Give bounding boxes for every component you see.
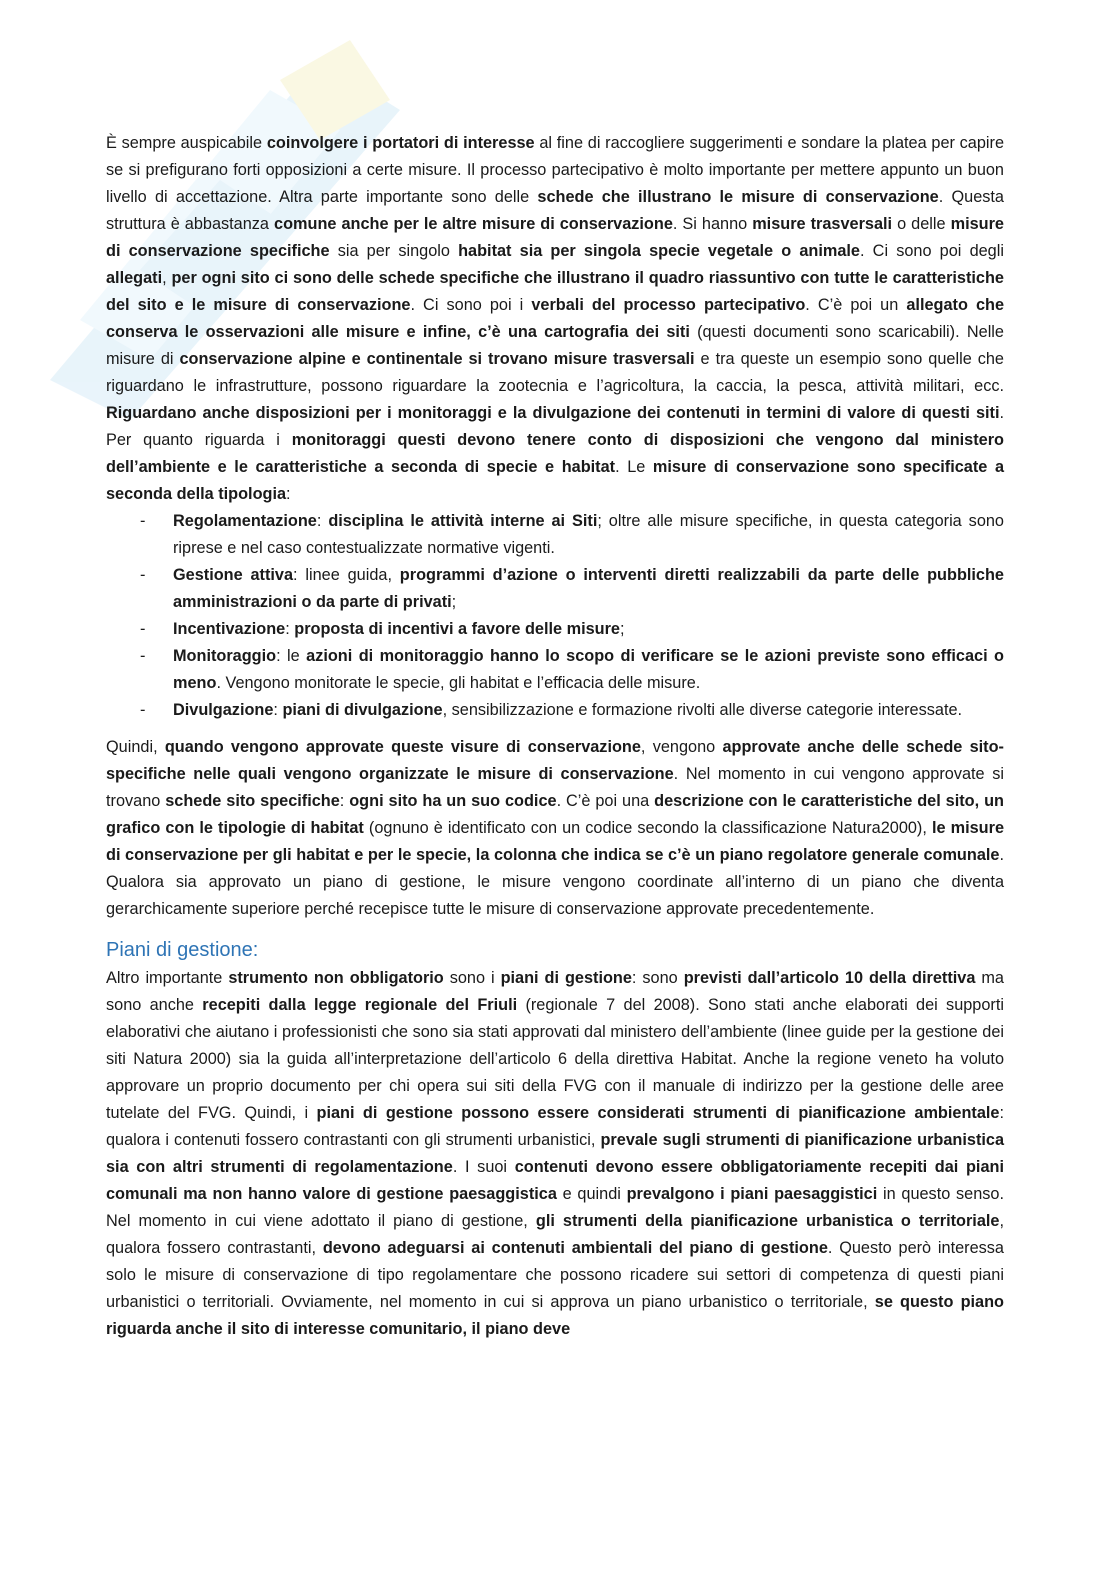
text-run: , sensibilizzazione e formazione rivolti alle diverse categorie interessate. [442, 701, 963, 719]
bold-text-run: recepiti dalla legge regionale del Friuli [202, 996, 518, 1014]
bold-text-run: Gestione attiva [173, 566, 294, 584]
text-run: sono i [443, 969, 501, 987]
text-run: . Vengono monitorate le specie, gli habitat e l’efficacia delle misure. [216, 674, 701, 692]
bold-text-run: allegato che conserva le osservazioni alle misure e infine, c’è una cartografia dei siti [106, 296, 1005, 341]
text-run: . C’è poi una [556, 792, 655, 810]
dash-bullet: - [140, 566, 146, 584]
bold-text-run: le misure di conservazione per gli habitat e per le specie, la colonna che indica se c’è un piano regolatore generale comunale [106, 819, 1004, 864]
text-run: al fine di raccogliere suggerimenti e sondare la platea per capire se si prefigurano forti opposizioni a certe misure. Il processo partecipativo è molto importante per mettere appunto un buon livello di accettazione. Altra parte importante sono delle [106, 134, 1005, 206]
text-run: : sono [631, 969, 684, 987]
text-run: . Nel momento in cui vengono approvate si trovano [106, 765, 1004, 810]
bold-text-run: Divulgazione [173, 701, 274, 719]
bold-text-run: habitat sia per singola specie vegetale o animale [458, 242, 860, 260]
text-run: . Ci sono poi i [410, 296, 532, 314]
dash-bullet: - [140, 647, 146, 665]
bold-text-run: verbali del processo partecipativo [531, 296, 806, 314]
bold-text-run: comune anche per le altre misure di conservazione [274, 215, 673, 233]
bold-text-run: disciplina le attività interne ai Siti [328, 512, 598, 530]
text-run: , [162, 269, 172, 287]
text-run: : [316, 512, 329, 530]
text-run: . Le [615, 458, 653, 476]
bold-text-run: ogni sito ha un suo codice [349, 792, 557, 810]
text-run: (questi documenti sono scaricabili). Nelle misure di [106, 323, 1004, 368]
text-run: : [339, 792, 350, 810]
text-run: Altro importante [106, 969, 229, 987]
text-run: . Questo però interessa solo le misure di conservazione di tipo regolamentare che possono ricadere sui settori di competenza di questi piani urbanistici o territoriali. Ovviamente, nel momento in cui si approva un piano urbanistico o territoriale, [106, 1239, 1004, 1311]
text-run: , qualora fossero contrastanti, [106, 1212, 1004, 1257]
text-run: ma sono anche [106, 969, 1004, 1014]
text-run: . Questa struttura è abbastanza [106, 188, 1004, 233]
bold-text-run: conservazione alpine e continentale si trovano misure trasversali [179, 350, 695, 368]
bold-text-run: proposta di incentivi a favore delle misure [294, 620, 620, 638]
bold-text-run: previsti dall’articolo 10 della direttiva [683, 969, 976, 987]
paragraph-site-sheets [106, 734, 1004, 923]
text-run: . Qualora sia approvato un piano di gestione, le misure vengono coordinate all’interno di un piano che diventa gerarchicamente superiore perché recepisce tutte le misure di conservazione approvate precedentemente. [106, 846, 1004, 918]
text-run: : linee guida, [293, 566, 400, 584]
bold-text-run: schede che illustrano le misure di conservazione [537, 188, 939, 206]
document-page [106, 130, 1004, 1343]
dash-bullet: - [140, 620, 146, 638]
bold-text-run: monitoraggi questi devono tenere conto di disposizioni che vengono dal ministero dell’ambiente e le caratteristiche a seconda di specie e habitat [106, 431, 1004, 476]
bold-text-run: schede sito specifiche [165, 792, 340, 810]
text-run: : [286, 485, 291, 503]
text-run: . Ci sono poi degli [860, 242, 1004, 260]
list-item [106, 697, 1004, 724]
bold-text-run: Monitoraggio [173, 647, 277, 665]
paragraph-management-plans [106, 965, 1004, 1343]
section-heading: Piani di gestione: [106, 939, 259, 961]
bold-text-run: per ogni sito ci sono delle schede specifiche che illustrano il quadro riassuntivo con tutte le caratteristiche del sito e le misure di conservazione [106, 269, 1004, 314]
bold-text-run: allegati [106, 269, 163, 287]
bold-text-run: piani di gestione possono essere considerati strumenti di pianificazione ambientale [316, 1104, 1000, 1122]
text-run: : [273, 701, 283, 719]
bold-text-run: misure di conservazione specifiche [106, 215, 1004, 260]
list-item [106, 508, 1004, 562]
bold-text-run: prevalgono i piani paesaggistici [626, 1185, 878, 1203]
bold-text-run: approvate anche delle schede sito-specifiche nelle quali vengono organizzate le misure di conservazione [106, 738, 1004, 783]
text-run: : [285, 620, 295, 638]
text-run: . I suoi [452, 1158, 515, 1176]
text-run: e quindi [556, 1185, 627, 1203]
bold-text-run: coinvolgere i portatori di interesse [266, 134, 535, 152]
bold-text-run: descrizione con le caratteristiche del sito, un grafico con le tipologie di habitat [106, 792, 1004, 837]
bold-text-run: piani di gestione [500, 969, 632, 987]
bold-text-run: piani di divulgazione [282, 701, 443, 719]
bold-text-run: misure di conservazione sono specificate a seconda della tipologia [106, 458, 1004, 503]
bold-text-run: gli strumenti della pianificazione urbanistica o territoriale [535, 1212, 1000, 1230]
bold-text-run: Riguardano anche disposizioni per i monitoraggi e la divulgazione dei contenuti in termini di valore di questi siti [106, 404, 1000, 422]
text-run: Quindi, [106, 738, 165, 756]
text-run: ; [451, 593, 457, 611]
text-run: , vengono [640, 738, 723, 756]
text-run: : qualora i contenuti fossero contrastanti con gli strumenti urbanistici, [106, 1104, 1004, 1149]
bold-text-run: devono adeguarsi ai contenuti ambientali del piano di gestione [322, 1239, 828, 1257]
text-run: : le [276, 647, 307, 665]
text-run: (regionale 7 del 2008). Sono stati anche elaborati dei supporti elaborativi che aiutano i professionisti che sono sia stati approvati dal ministero dell’ambiente (linee guide per la gestione dei siti Natura 2000) sia la guida all’interpretazione dell’articolo 6 della direttiva Habitat. Anche la regione veneto ha voluto approvare un proprio documento per chi opera sui siti della FVG con il manuale di indirizzo per la gestione delle aree tutelate del FVG. Quindi, i [106, 996, 1004, 1122]
text-run: . Si hanno [672, 215, 753, 233]
bold-text-run: strumento non obbligatorio [228, 969, 444, 987]
text-run: ; [620, 620, 625, 638]
bold-text-run: Incentivazione [173, 620, 286, 638]
bold-text-run: azioni di monitoraggio hanno lo scopo di verificare se le azioni previste sono efficaci o meno [173, 647, 1004, 692]
bold-text-run: contenuti devono essere obbligatoriamente recepiti dai piani comunali ma non hanno valore di gestione paesaggistica [106, 1158, 1004, 1203]
bold-text-run: misure trasversali [752, 215, 893, 233]
text-run: sia per singolo [329, 242, 459, 260]
text-run: ; oltre alle misure specifiche, in questa categoria sono riprese e nel caso contestualizzate normative vigenti. [173, 512, 1004, 557]
measure-type-list [106, 508, 1004, 724]
list-item [106, 616, 1004, 643]
bold-text-run: prevale sugli strumenti di pianificazione urbanistica sia con altri strumenti di regolamentazione [106, 1131, 1004, 1176]
text-run: . Per quanto riguarda i [106, 404, 1004, 449]
list-item [106, 562, 1004, 616]
dash-bullet: - [140, 512, 146, 530]
text-run: o delle [892, 215, 951, 233]
bold-text-run: Regolamentazione [173, 512, 317, 530]
bold-text-run: se questo piano riguarda anche il sito di interesse comunitario, il piano deve [106, 1293, 1004, 1338]
text-run: in questo senso. Nel momento in cui viene adottato il piano di gestione, [106, 1185, 1004, 1230]
text-run: e tra queste un esempio sono quelle che riguardano le infrastrutture, possono riguardare la zootecnia e l’agricoltura, la caccia, la pesca, attività militari, ecc. [106, 350, 1004, 395]
text-run: (ognuno è identificato con un codice secondo la classificazione Natura2000), [363, 819, 932, 837]
bold-text-run: quando vengono approvate queste visure di conservazione [164, 738, 641, 756]
list-item [106, 643, 1004, 697]
bold-text-run: programmi d’azione o interventi diretti realizzabili da parte delle pubbliche amministrazioni o da parte di privati [173, 566, 1004, 611]
dash-bullet: - [140, 701, 146, 719]
text-run: È sempre auspicabile [106, 134, 267, 152]
paragraph-intro [106, 130, 1004, 508]
text-run: . C’è poi un [805, 296, 907, 314]
